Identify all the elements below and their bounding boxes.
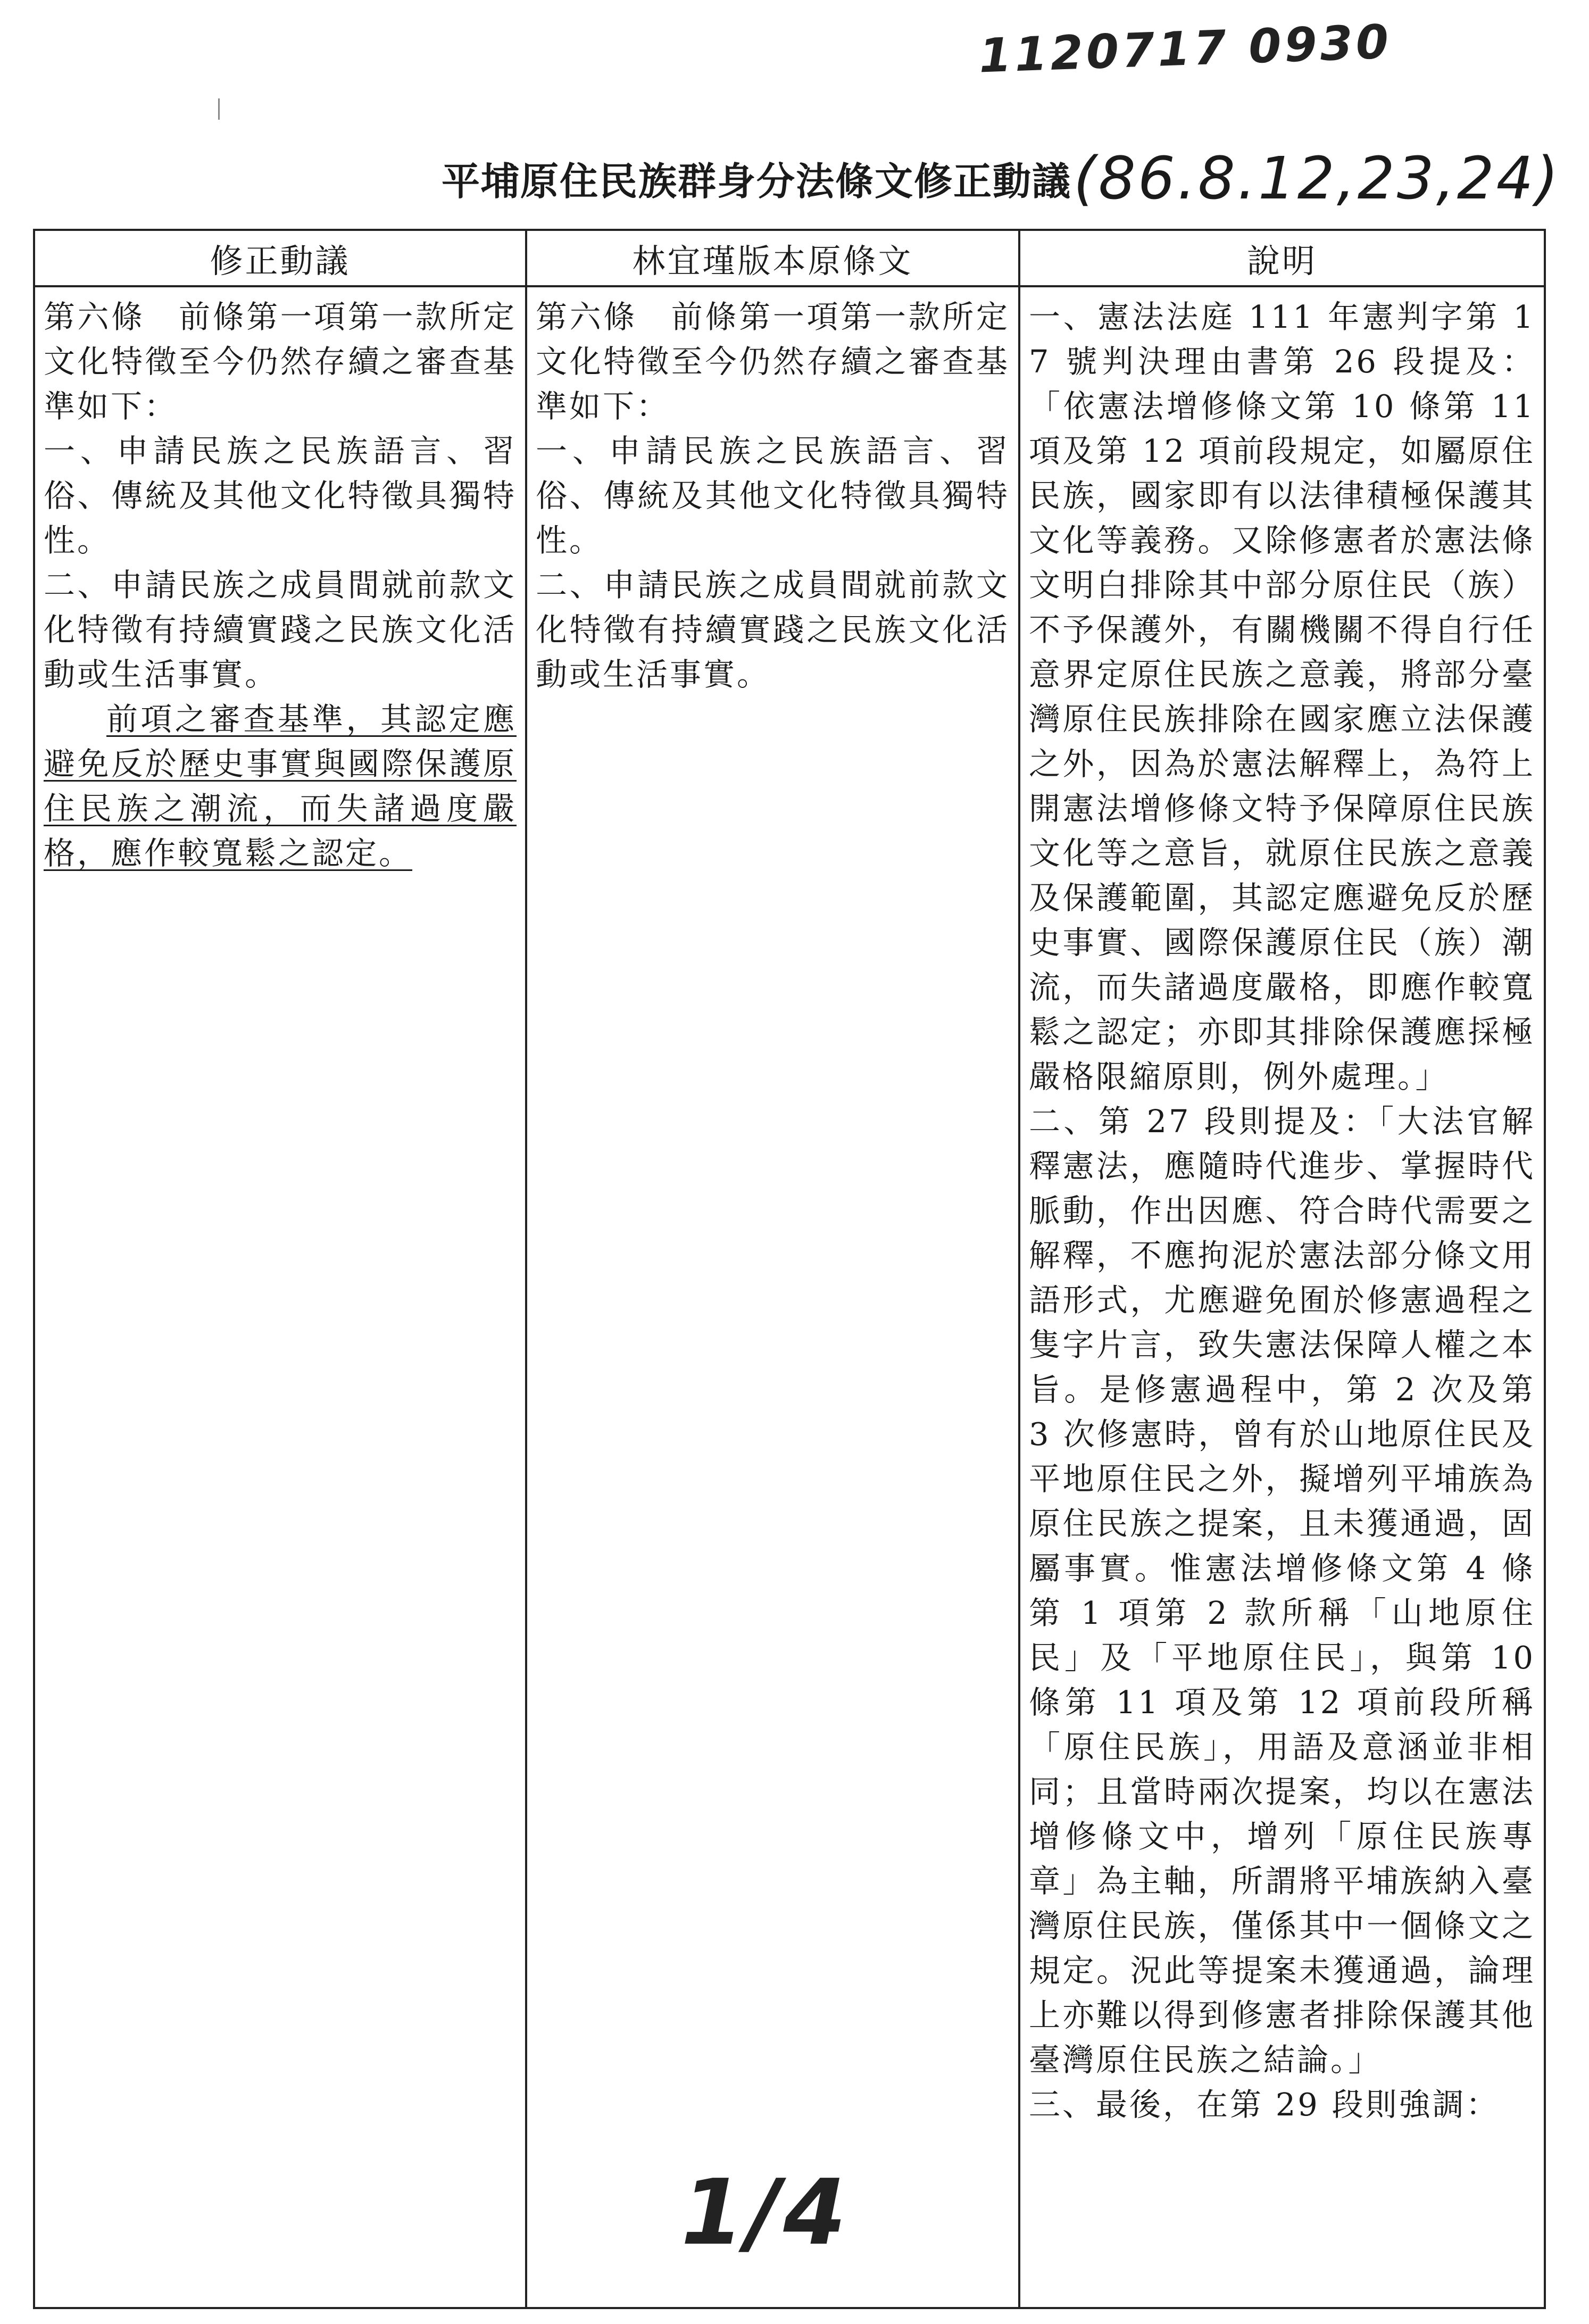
explanation-cell	[1019, 286, 1545, 2308]
table-body-row	[34, 286, 1545, 2308]
header-explanation: 說明	[1019, 230, 1545, 286]
original-cell	[526, 286, 1019, 2308]
explanation-point-3: 三、最後，在第 29 段則強調：	[1029, 2086, 1500, 2123]
amendment-added-paragraph: 前項之審查基準，其認定應避免反於歷史事實與國際保護原住民族之潮流，而失諸過度嚴格，應作較寬鬆之認定。	[44, 701, 517, 872]
title-row	[442, 138, 1561, 218]
amendment-item-1: 一、申請民族之民族語言、習俗、傳統及其他文化特徵具獨特性。	[44, 433, 517, 559]
original-item-2: 二、申請民族之成員間就前款文化特徵有持續實踐之民族文化活動或生活事實。	[536, 567, 1010, 693]
handwritten-meeting-note: (86.8.12,23,24)	[1074, 144, 1561, 212]
amendment-cell	[34, 286, 526, 2308]
handwritten-date-stamp: 1120717 0930	[978, 14, 1393, 84]
document-title: 平埔原住民族群身分法條文修正動議	[442, 159, 1072, 204]
pen-tick-mark	[218, 98, 220, 120]
header-original: 林宜瑾版本原條文	[526, 230, 1019, 286]
table-header-row	[34, 230, 1545, 286]
handwritten-page-number: 1/4	[681, 2160, 850, 2265]
amendment-article-intro: 第六條 前條第一項第一款所定文化特徵至今仍然存續之審查基準如下：	[44, 298, 517, 425]
original-item-1: 一、申請民族之民族語言、習俗、傳統及其他文化特徵具獨特性。	[536, 433, 1010, 559]
explanation-point-2: 二、第 27 段則提及：「大法官解釋憲法，應隨時代進步、掌握時代脈動，作出因應、符合時代需要之解釋，不應拘泥於憲法部分條文用語形式，尤應避免囿於修憲過程之隻字片言，致失憲法保障人權之本旨。是修憲過程中，第 2 次及第 3 次修憲時，曾有於山地原住民及平地原住民之外，擬增列平埔族為原住民族之提案，且未獲通過，固屬事實。惟憲法增修條文第 4 條第 1 項第 2 款所稱「山地原住民」及「平地原住民」，與第 10 條第 11 項及第 12 項前段所稱「原住民族」，用語及意涵並非相同；且當時兩次提案，均以在憲法增修條文中，增列「原住民族專章」為主軸，所謂將平埔族納入臺灣原住民族，僅係其中一個條文之規定。況此等提案未獲通過，論理上亦難以得到修憲者排除保護其他臺灣原住民族之結論。」	[1029, 1103, 1535, 2078]
header-amendment: 修正動議	[34, 230, 526, 286]
amendment-item-2: 二、申請民族之成員間就前款文化特徵有持續實踐之民族文化活動或生活事實。	[44, 567, 517, 693]
explanation-point-1: 一、憲法法庭 111 年憲判字第 17 號判決理由書第 26 段提及：「依憲法增修條文第 10 條第 11 項及第 12 項前段規定，如屬原住民族，國家即有以法律積極保護其文化等義務。又除修憲者於憲法條文明白排除其中部分原住民（族）不予保護外，有關機關不得自行任意界定原住民族之意義，將部分臺灣原住民族排除在國家應立法保護之外，因為於憲法解釋上，為符上開憲法增修條文特予保障原住民族文化等之意旨，就原住民族之意義及保護範圍，其認定應避免反於歷史事實、國際保護原住民（族）潮流，而失諸過度嚴格，即應作較寬鬆之認定；亦即其排除保護應採極嚴格限縮原則，例外處理。」	[1029, 298, 1535, 1095]
comparison-table	[33, 229, 1546, 2309]
original-article-intro: 第六條 前條第一項第一款所定文化特徵至今仍然存續之審查基準如下：	[536, 298, 1010, 425]
